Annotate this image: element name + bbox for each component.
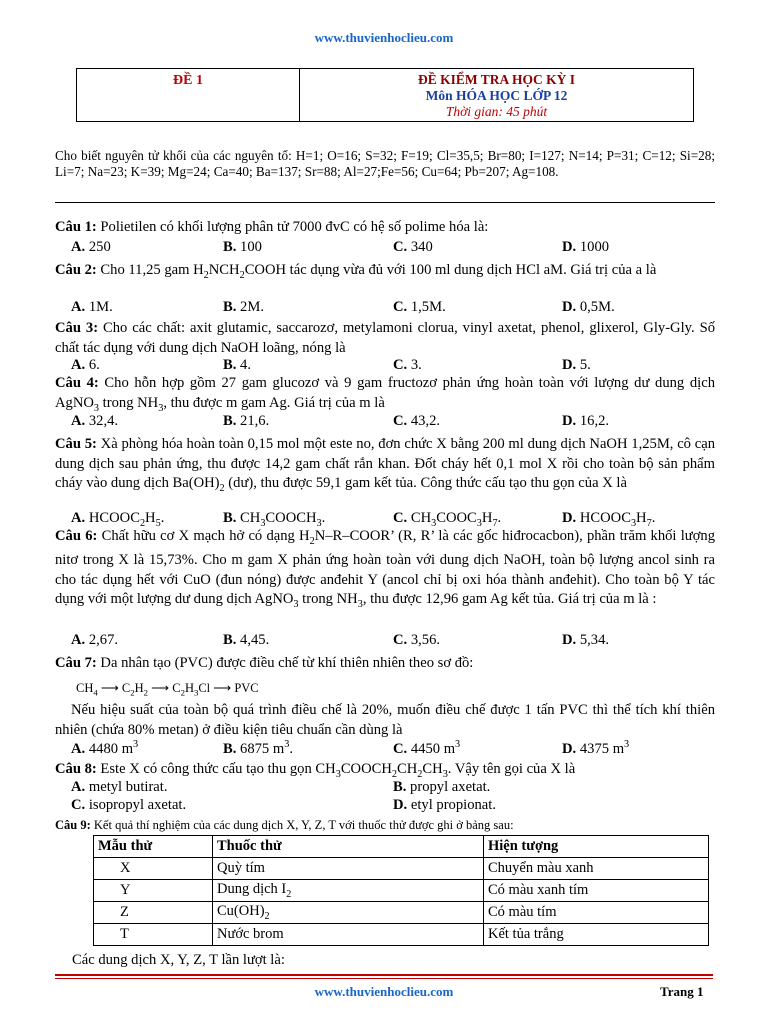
table-cell: Kết tủa trắng [484,924,709,946]
question-text: Chất hữu cơ X mạch hở có dạng $H_2N-R$–COOR’ (R, R’ là các gốc hiđrocacbon), phần trăm khối lượng nitơ trong X là 15,73%. Cho m gam X phản ứng hoàn toàn với dung dịch NaOH, toàn bộ lượng ancol sinh ra cho tác dụng hết với CuO (đun nóng) được anđehit Y (ancol chỉ bị oxi hóa thành anđehit). Cho toàn bộ Y tác dụng với một lượng dư dung dịch AgNO$_3$ trong $NH_3$, thu được 12,96 gam Ag kết tủa. Giá trị của m là : [55,528,715,611]
question-3 [55,319,715,358]
table-cell: T [94,924,213,946]
question-8-options-row2 [55,797,715,817]
table-cell: Quỳ tím [213,858,484,880]
option-d[interactable]: D. 1000 [562,239,610,255]
question-text: Cho các chất: axit glutamic, saccarozơ, metylamoni clorua, vinyl axetat, phenol, glixerol, Gly-Gly. Số chất tác dụng với dung dịch NaOH loãng, nóng là [55,320,716,356]
question-7-body: Nếu hiệu suất của toàn bộ quá trình điều chế là 20%, muốn điều chế được 1 tấn PVC thì thể tích khí thiên nhiên (chứa 80% metan) ở điều kiện tiêu chuẩn cần dùng là [55,702,715,738]
option-d[interactable]: D. etyl propionat. [393,797,496,813]
option-a[interactable]: A. 4480 $m^3$ [71,739,139,757]
option-a[interactable]: A. 1M. [71,299,113,315]
question-number: Câu 1: [55,219,97,235]
question-2-options [55,299,715,319]
exam-title-block [300,69,693,121]
site-url-top[interactable]: www.thuvienhoclieu.com [314,30,454,45]
table-header: Mẫu thử [94,836,213,858]
option-d[interactable]: D. $HCOOC_3H_7$. [562,510,656,529]
question-text: Cho hỗn hợp gồm 27 gam glucozơ và 9 gam fructozơ phản ứng hoàn toàn với lượng dư dung dịch AgNO$_3$ trong $NH_3$, thu được m gam Ag. Giá trị của m là [55,375,715,414]
reaction-scheme: $CH_4$ ⟶ $C_2H_2$ ⟶ $C_2H_3Cl$ ⟶ PVC [76,681,259,698]
question-7-options [55,739,715,759]
table-row [94,924,709,946]
question-text: Kết quả thí nghiệm của các dung dịch X, Y, Z, T với thuốc thử được ghi ở bảng sau: [93,818,514,832]
question-6 [55,527,715,615]
question-text: Polietilen có khối lượng phân tử 7000 đvC có hệ số polime hóa là: [100,219,489,235]
option-c[interactable]: C. 4450 $m^3$ [393,739,461,757]
question-number: Câu 9: [55,818,91,832]
table-cell: Nước brom [213,924,484,946]
site-url-bottom[interactable]: www.thuvienhoclieu.com [314,984,454,999]
table-row [94,880,709,902]
table-header-row [94,836,709,858]
table-cell: Có màu xanh tím [484,880,709,902]
option-c[interactable]: C. isopropyl axetat. [71,797,187,813]
table-cell: X [94,858,213,880]
question-1-options [55,239,715,259]
table-header: Thuốc thử [213,836,484,858]
footer-divider-thin [55,978,713,979]
option-d[interactable]: D. 5. [562,357,591,373]
question-text: Xà phòng hóa hoàn toàn 0,15 mol một este no, đơn chức X bằng 200 ml dung dịch NaOH 1,25M, cô cạn dung dịch sau phản ứng, thu được 14,2 gam chất rắn khan. Đốt cháy hết 0,1 mol X rồi cho toàn bộ sản phẩm cháy vào dung dịch $Ba(OH)_2$ (dư), thu được 59,1 gam kết tủa. Công thức cấu tạo thu gọn của X là [55,436,716,494]
page-number: Trang 1 [660,984,704,999]
table-cell: $Cu(OH)_2$ [213,902,484,924]
question-5 [55,435,715,498]
table-cell: Dung dịch $I_2$ [213,880,484,902]
question-text: Cho 11,25 gam $H_2NCH_2COOH$ tác dụng vừa đủ với 100 ml dung dịch HCl aM. Giá trị của a là [100,262,657,281]
question-4-options [55,413,715,433]
table-row [94,902,709,924]
option-c[interactable]: C. $CH_3COOC_3H_7$. [393,510,502,529]
question-number: Câu 2: [55,262,97,278]
table-cell: Y [94,880,213,902]
atomic-mass-intro: Cho biết nguyên tử khối của các nguyên tố: H=1; O=16; S=32; F=19; Cl=35,5; Br=80; I=127; N=14; P=31; C=12; Si=28; Li=7; Na=23; K=39; Mg=24; Ca=40; Ba=137; Sr=88; Al=27;Fe=56; Cu=64; Pb=207; Ag=108. [55,148,715,179]
question-9 [55,818,514,833]
option-c[interactable]: C. 3. [393,357,422,373]
option-b[interactable]: B. 6875 $m^3$. [223,739,293,757]
question-number: Câu 7: [55,655,97,671]
option-c[interactable]: C. 43,2. [393,413,441,429]
question-2 [55,261,715,285]
option-d[interactable]: D. 16,2. [562,413,610,429]
option-a[interactable]: A. metyl butirat. [71,779,168,795]
exam-code: ĐỀ 1 [77,69,300,121]
footer-divider [55,974,713,976]
option-d[interactable]: D. 4375 $m^3$ [562,739,630,757]
option-c[interactable]: C. 340 [393,239,433,255]
option-d[interactable]: D. 5,34. [562,632,610,648]
option-a[interactable]: A. 2,67. [71,632,119,648]
option-c[interactable]: C. 1,5M. [393,299,446,315]
option-b[interactable]: B. propyl axetat. [393,779,491,795]
question-number: Câu 5: [55,436,97,452]
question-number: Câu 6: [55,528,98,544]
option-b[interactable]: B. 4. [223,357,251,373]
option-b[interactable]: B. $CH_3COOCH_3$. [223,510,326,529]
table-cell: Có màu tím [484,902,709,924]
exam-title: ĐỀ KIỂM TRA HỌC KỲ I [418,72,575,87]
table-cell: Chuyển màu xanh [484,858,709,880]
question-7 [55,654,715,674]
question-text: Este X có công thức cấu tạo thu gọn $CH_3COOCH_2CH_2CH_3$. Vậy tên gọi của X là [100,761,576,780]
divider [55,202,715,203]
question-6-options [55,632,715,652]
option-b[interactable]: B. 4,45. [223,632,270,648]
table-cell: Z [94,902,213,924]
exam-subject: Môn HÓA HỌC LỚP 12 [425,88,568,103]
question-number: Câu 3: [55,320,99,336]
option-b[interactable]: B. 2M. [223,299,264,315]
option-b[interactable]: B. 100 [223,239,262,255]
table-row [94,858,709,880]
question-number: Câu 4: [55,375,99,391]
option-a[interactable]: A. 32,4. [71,413,119,429]
exam-time: Thời gian: 45 phút [445,104,548,119]
question-9-followup: Các dung dịch X, Y, Z, T lần lượt là: [72,952,285,968]
question-8-options-row1 [55,779,715,799]
exam-header-box [76,68,694,122]
result-table [93,835,709,946]
table-header: Hiện tượng [484,836,709,858]
question-number: Câu 8: [55,761,97,777]
option-b[interactable]: B. 21,6. [223,413,270,429]
option-c[interactable]: C. 3,56. [393,632,441,648]
option-a[interactable]: A. 250 [71,239,111,255]
option-a[interactable]: A. 6. [71,357,100,373]
option-d[interactable]: D. 0,5M. [562,299,615,315]
question-text: Da nhân tạo (PVC) được điều chế từ khí thiên nhiên theo sơ đồ: [100,655,474,671]
question-4 [55,374,715,418]
option-a[interactable]: A. $HCOOC_2H_5$. [71,510,165,529]
question-1 [55,218,715,238]
